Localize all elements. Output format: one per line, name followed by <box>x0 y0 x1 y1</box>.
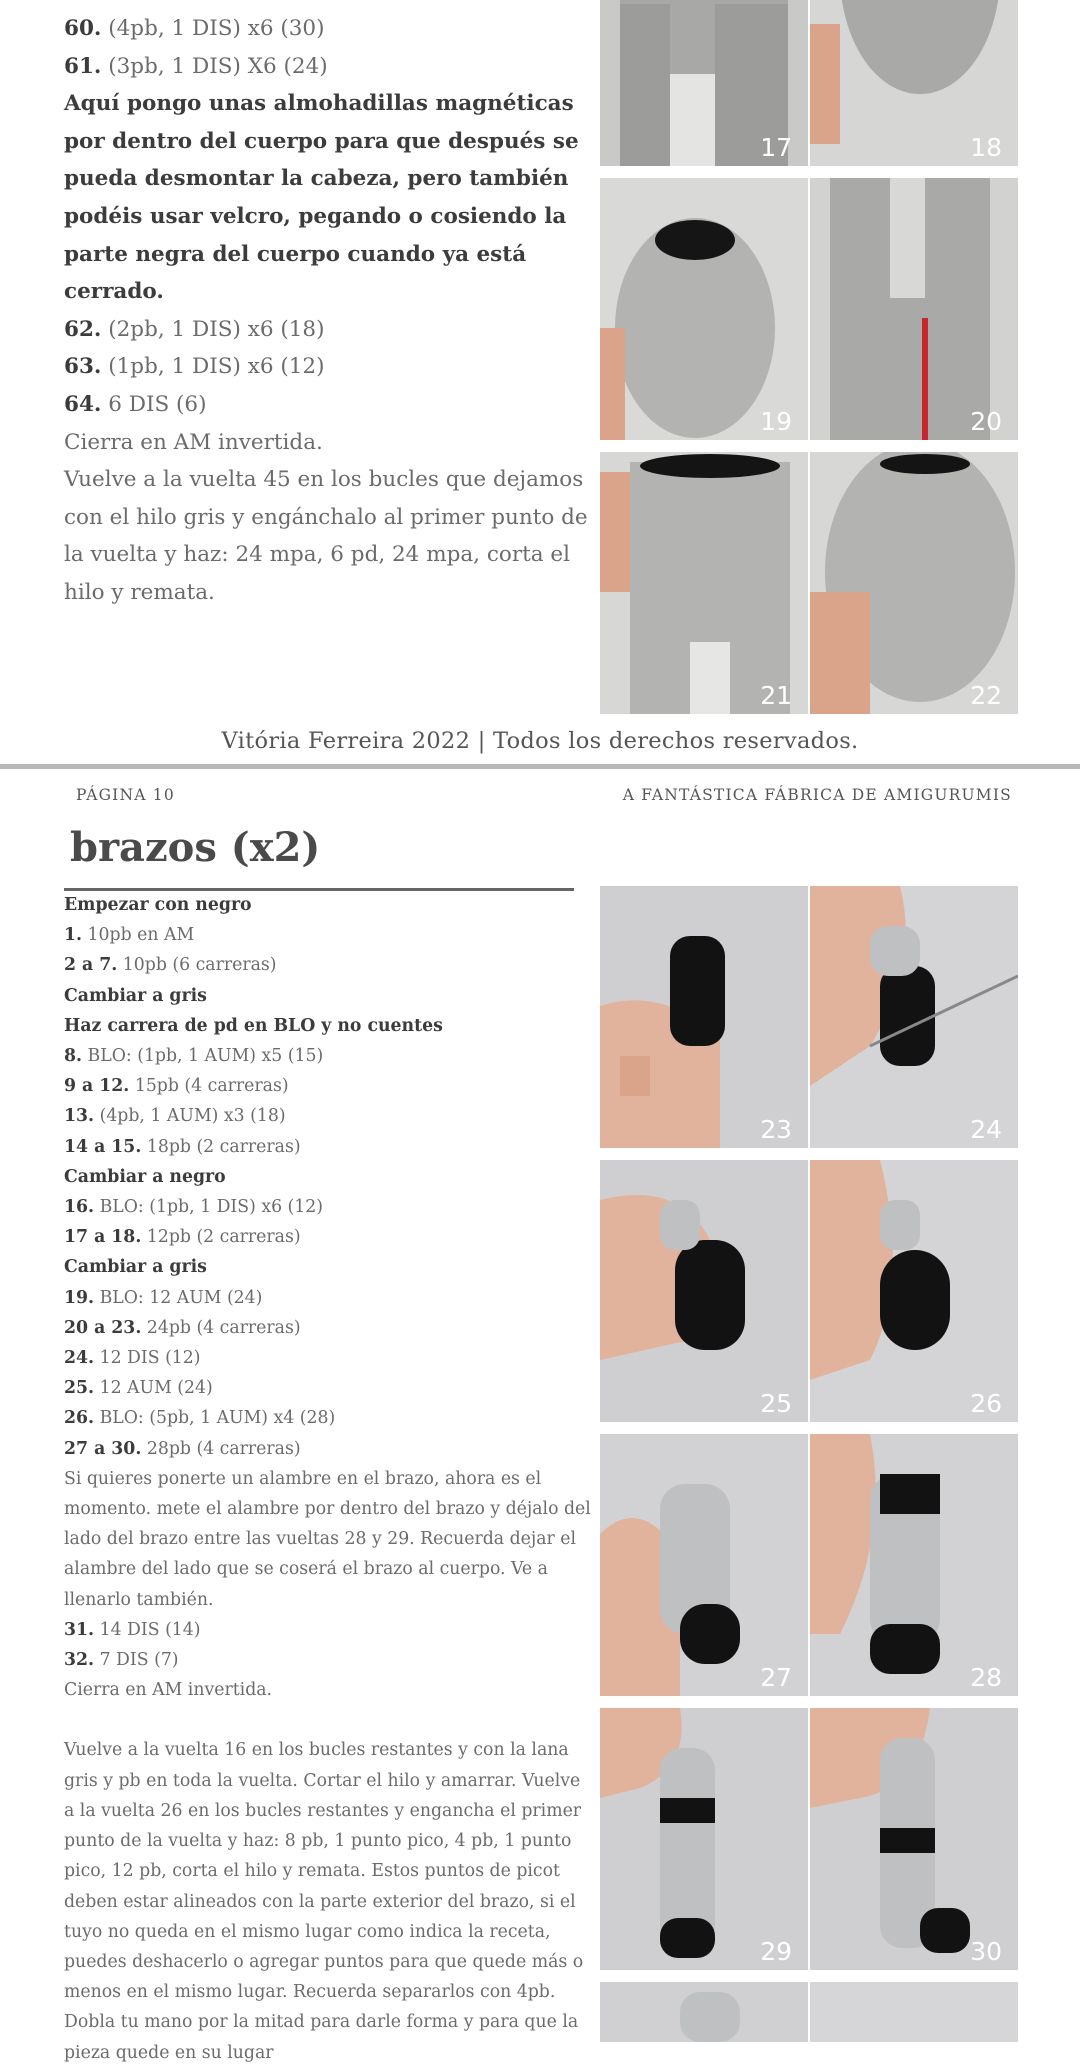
row-text: 18pb (2 carreras) <box>141 1136 301 1157</box>
photo-28 <box>810 1434 1018 1696</box>
instruction-line <box>64 1071 594 1101</box>
instruction-line <box>64 1222 594 1252</box>
instruction-line <box>64 1041 594 1071</box>
instruction-line <box>64 1283 594 1313</box>
page-number-label: PÁGINA 10 <box>76 786 175 804</box>
step-heading: Aquí pongo unas almohadillas magnéticas por dentro del cuerpo para que después se pueda desmontar la cabeza, pero también podéis usar velcro, pegando o cosiendo la parte negra del cuerpo cuando ya está cerrado. <box>64 91 579 305</box>
photo-number: 28 <box>970 1663 1002 1692</box>
copyright-footer: Vitória Ferreira 2022 | Todos los derechos reservados. <box>221 728 859 754</box>
instruction-line <box>64 1162 594 1192</box>
photo-number: 20 <box>970 407 1002 436</box>
photo-number: 23 <box>760 1115 792 1144</box>
photo-30 <box>810 1708 1018 1970</box>
instruction-line <box>64 1132 594 1162</box>
photo-26 <box>810 1160 1018 1422</box>
row-number: 32. <box>64 1650 95 1671</box>
row-number: 17 a 18. <box>64 1227 142 1248</box>
step-heading: Empezar con negro <box>64 895 252 915</box>
instructions-text <box>64 10 594 612</box>
step-heading: Haz carrera de pd en BLO y no cuentes <box>64 1015 443 1036</box>
instruction-line <box>64 1313 594 1343</box>
instruction-line <box>64 1615 594 1645</box>
row-text: 6 DIS (6) <box>101 391 207 417</box>
row-number: 62. <box>64 316 102 342</box>
instruction-line <box>64 981 594 1011</box>
instruction-line <box>64 1343 594 1373</box>
row-text: 28pb (4 carreras) <box>141 1438 301 1459</box>
instruction-line <box>64 1011 594 1041</box>
instruction-line <box>64 1735 594 2067</box>
row-text: 12 DIS (12) <box>94 1348 201 1369</box>
page-bottom <box>0 772 1080 2063</box>
paragraph-gap <box>64 1705 594 1735</box>
row-text: BLO: (1pb, 1 AUM) x5 (15) <box>82 1046 324 1067</box>
instruction-line <box>64 920 594 950</box>
row-number: 1. <box>64 925 83 946</box>
row-number: 2 a 7. <box>64 955 118 976</box>
row-number: 16. <box>64 1197 95 1218</box>
row-number: 60. <box>64 16 102 41</box>
row-number: 31. <box>64 1619 95 1640</box>
photo-number: 18 <box>970 133 1002 162</box>
instruction-line <box>64 1373 594 1403</box>
row-text: Vuelve a la vuelta 16 en los bucles restantes y con la lana gris y pb en toda la vuelta. Cortar el hilo y amarrar. Vuelve a la vuelta 26 en los bucles restantes y engancha el primer punto de la vuelta y haz: 8 pb, 1 punto pico, 4 pb, 1 punto pico, 12 pb, corta el hilo y remata. Estos puntos de picot deben estar alineados con la parte exterior del brazo, si el tuyo no queda en el mismo lugar como indica la receta, puedes deshacerlo o agregar puntos para que quede más o menos en el mismo lugar. Recuerda separarlos con 4pb. Dobla tu mano por la mitad para darle forma y para que la pieza quede en su lugar <box>64 1740 584 2063</box>
photo-number: 21 <box>760 681 792 710</box>
row-text: 12 AUM (24) <box>94 1378 213 1399</box>
row-text: Si quieres ponerte un alambre en el brazo, ahora es el momento. mete el alambre por dentro del brazo y déjalo del lado del brazo entre las vueltas 28 y 29. Recuerda dejar el alambre del lado que se coserá el brazo al cuerpo. Ve a llenarlo también. <box>64 1468 591 1610</box>
instruction-line <box>64 85 594 311</box>
section-title: brazos (x2) <box>70 824 321 871</box>
instruction-line <box>64 48 594 86</box>
row-text: (3pb, 1 DIS) X6 (24) <box>101 53 328 79</box>
instruction-line <box>64 348 594 386</box>
row-text: 24pb (4 carreras) <box>141 1317 301 1338</box>
instruction-line <box>64 1403 594 1433</box>
instruction-line <box>64 1101 594 1131</box>
row-number: 25. <box>64 1378 95 1399</box>
row-text: 10pb (6 carreras) <box>117 955 277 976</box>
row-number: 19. <box>64 1287 95 1308</box>
instruction-line <box>64 950 594 980</box>
row-text: BLO: (1pb, 1 DIS) x6 (12) <box>94 1197 324 1218</box>
photo-number: 29 <box>760 1937 792 1966</box>
row-text: 10pb en AM <box>82 925 195 946</box>
row-number: 61. <box>64 53 102 79</box>
row-text: Cierra en AM invertida. <box>64 429 323 455</box>
instruction-line <box>64 1464 594 1615</box>
row-number: 26. <box>64 1408 95 1429</box>
instruction-line <box>64 1434 594 1464</box>
row-text: 12pb (2 carreras) <box>141 1227 301 1248</box>
photo-27 <box>600 1434 808 1696</box>
instruction-line <box>64 1645 594 1675</box>
photo-25 <box>600 1160 808 1422</box>
step-heading: Cambiar a negro <box>64 1166 226 1187</box>
photo-number: 17 <box>760 133 792 162</box>
photo-number: 25 <box>760 1389 792 1418</box>
row-text: 15pb (4 carreras) <box>129 1076 289 1097</box>
row-text: BLO: (5pb, 1 AUM) x4 (28) <box>94 1408 336 1429</box>
instruction-line <box>64 1252 594 1282</box>
photo-20 <box>810 178 1018 440</box>
photo-number: 27 <box>760 1663 792 1692</box>
photo-22 <box>810 452 1018 714</box>
photo-number: 26 <box>970 1389 1002 1418</box>
pattern-instructions <box>64 890 594 2068</box>
row-text: (4pb, 1 DIS) x6 (30) <box>101 16 325 41</box>
row-number: 64. <box>64 391 102 417</box>
photo-31 <box>600 1982 808 2042</box>
row-number: 14 a 15. <box>64 1136 142 1157</box>
step-heading: Cambiar a gris <box>64 985 207 1006</box>
photo-19 <box>600 178 808 440</box>
row-text: (2pb, 1 DIS) x6 (18) <box>101 316 325 342</box>
row-text: 7 DIS (7) <box>94 1650 179 1671</box>
row-text: (1pb, 1 DIS) x6 (12) <box>101 354 325 380</box>
row-text: 14 DIS (14) <box>94 1619 201 1640</box>
row-number: 27 a 30. <box>64 1438 142 1459</box>
page-top <box>0 0 1080 765</box>
row-number: 24. <box>64 1348 95 1369</box>
photo-number: 30 <box>970 1937 1002 1966</box>
instruction-line <box>64 386 594 424</box>
step-heading: Cambiar a gris <box>64 1257 207 1278</box>
row-text: Vuelve a la vuelta 45 en los bucles que dejamos con el hilo gris y engánchalo al primer punto de la vuelta y haz: 24 mpa, 6 pd, 24 mpa, corta el hilo y remata. <box>64 467 588 605</box>
book-title-label: A FANTÁSTICA FÁBRICA DE AMIGURUMIS <box>622 786 1012 804</box>
instruction-line <box>64 424 594 462</box>
row-number: 8. <box>64 1046 83 1067</box>
photo-18 <box>810 0 1018 166</box>
row-number: 13. <box>64 1106 95 1127</box>
page-divider <box>0 764 1080 769</box>
photo-17 <box>600 0 808 166</box>
instruction-line <box>64 311 594 349</box>
row-number: 9 a 12. <box>64 1076 130 1097</box>
row-number: 63. <box>64 354 102 380</box>
photo-21 <box>600 452 808 714</box>
photo-number: 24 <box>970 1115 1002 1144</box>
photo-32 <box>810 1982 1018 2042</box>
photo-29 <box>600 1708 808 1970</box>
row-text: BLO: 12 AUM (24) <box>94 1287 263 1308</box>
photo-24 <box>810 886 1018 1148</box>
row-number: 20 a 23. <box>64 1317 142 1338</box>
instruction-line <box>64 1192 594 1222</box>
photo-number: 19 <box>760 407 792 436</box>
instruction-line <box>64 10 594 48</box>
photo-23 <box>600 886 808 1148</box>
row-text: (4pb, 1 AUM) x3 (18) <box>94 1106 286 1127</box>
photo-number: 22 <box>970 681 1002 710</box>
instruction-line <box>64 461 594 611</box>
instruction-line <box>64 1675 594 1705</box>
instruction-line <box>64 890 594 920</box>
row-text: Cierra en AM invertida. <box>64 1680 273 1701</box>
